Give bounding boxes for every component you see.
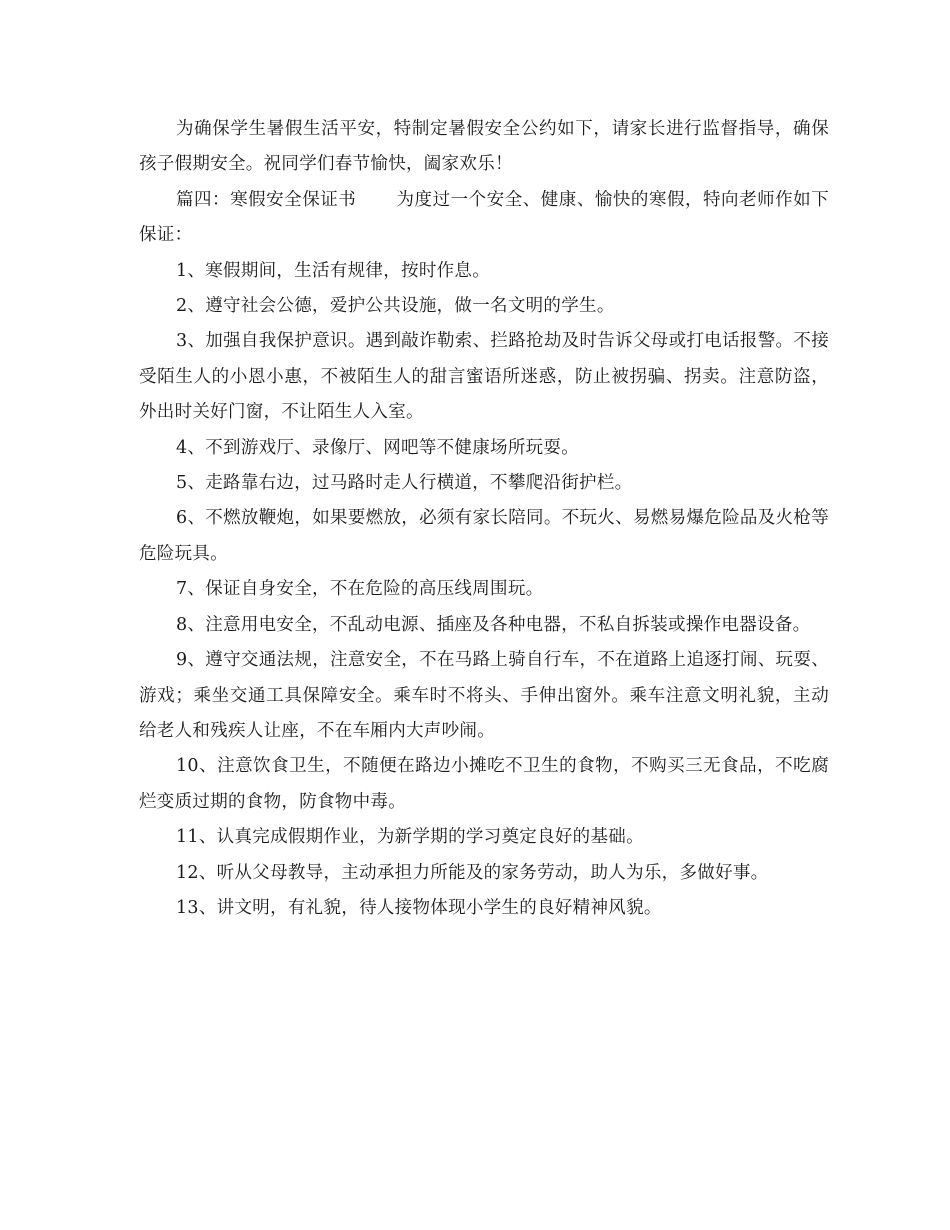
pledge-item-2: 2、遵守社会公德，爱护公共设施，做一名文明的学生。 [176, 296, 615, 317]
section-intro: 为度过一个安全、健康、愉快的寒假，特向老师作如下保证： [139, 189, 829, 246]
section-title: 篇四：寒假安全保证书 [176, 189, 357, 210]
pledge-item-13: 13、讲文明，有礼貌，待人接物体现小学生的良好精神风貌。 [176, 897, 662, 918]
pledge-item-4: 4、不到游戏厅、录像厅、网吧等不健康场所玩耍。 [176, 437, 580, 458]
intro-paragraph: 为确保学生暑假生活平安，特制定暑假安全公约如下，请家长进行监督指导，确保孩子假期安全。祝同学们春节愉快，阖家欢乐！ [139, 119, 829, 175]
pledge-item-8: 8、注意用电安全，不乱动电源、插座及各种电器，不私自拆装或操作电器设备。 [176, 614, 811, 635]
section-heading-paragraph [139, 183, 829, 254]
pledge-item-1: 1、寒假期间，生活有规律，按时作息。 [176, 260, 491, 281]
pledge-item-6: 6、不燃放鞭炮，如果要燃放，必须有家长陪同。不玩火、易燃易爆危险品及火枪等危险玩具。 [139, 508, 829, 564]
pledge-item-11: 11、认真完成假期作业，为新学期的学习奠定良好的基础。 [176, 827, 644, 848]
pledge-item-3: 3、加强自我保护意识。遇到敲诈勒索、拦路抢劫及时告诉父母或打电话报警。不接受陌生人的小恩小惠，不被陌生人的甜言蜜语所迷惑，防止被拐骗、拐卖。注意防盗，外出时关好门窗，不让陌生人入室。 [139, 331, 829, 423]
pledge-item-5: 5、走路靠右边，过马路时走人行横道，不攀爬沿街护栏。 [176, 473, 633, 494]
pledge-item-7: 7、保证自身安全，不在危险的高压线周围玩。 [176, 579, 544, 600]
pledge-item-10: 10、注意饮食卫生，不随便在路边小摊吃不卫生的食物，不购买三无食品，不吃腐烂变质过期的食物，防食物中毒。 [139, 756, 829, 812]
document-body [139, 112, 829, 926]
pledge-item-12: 12、听从父母教导，主动承担力所能及的家务劳动，助人为乐，多做好事。 [176, 862, 769, 883]
pledge-item-9: 9、遵守交通法规，注意安全，不在马路上骑自行车，不在道路上追逐打闹、玩耍、游戏；乘坐交通工具保障安全。乘车时不将头、手伸出窗外。乘车注意文明礼貌，主动给老人和残疾人让座，不在车厢内大声吵闹。 [139, 650, 829, 741]
